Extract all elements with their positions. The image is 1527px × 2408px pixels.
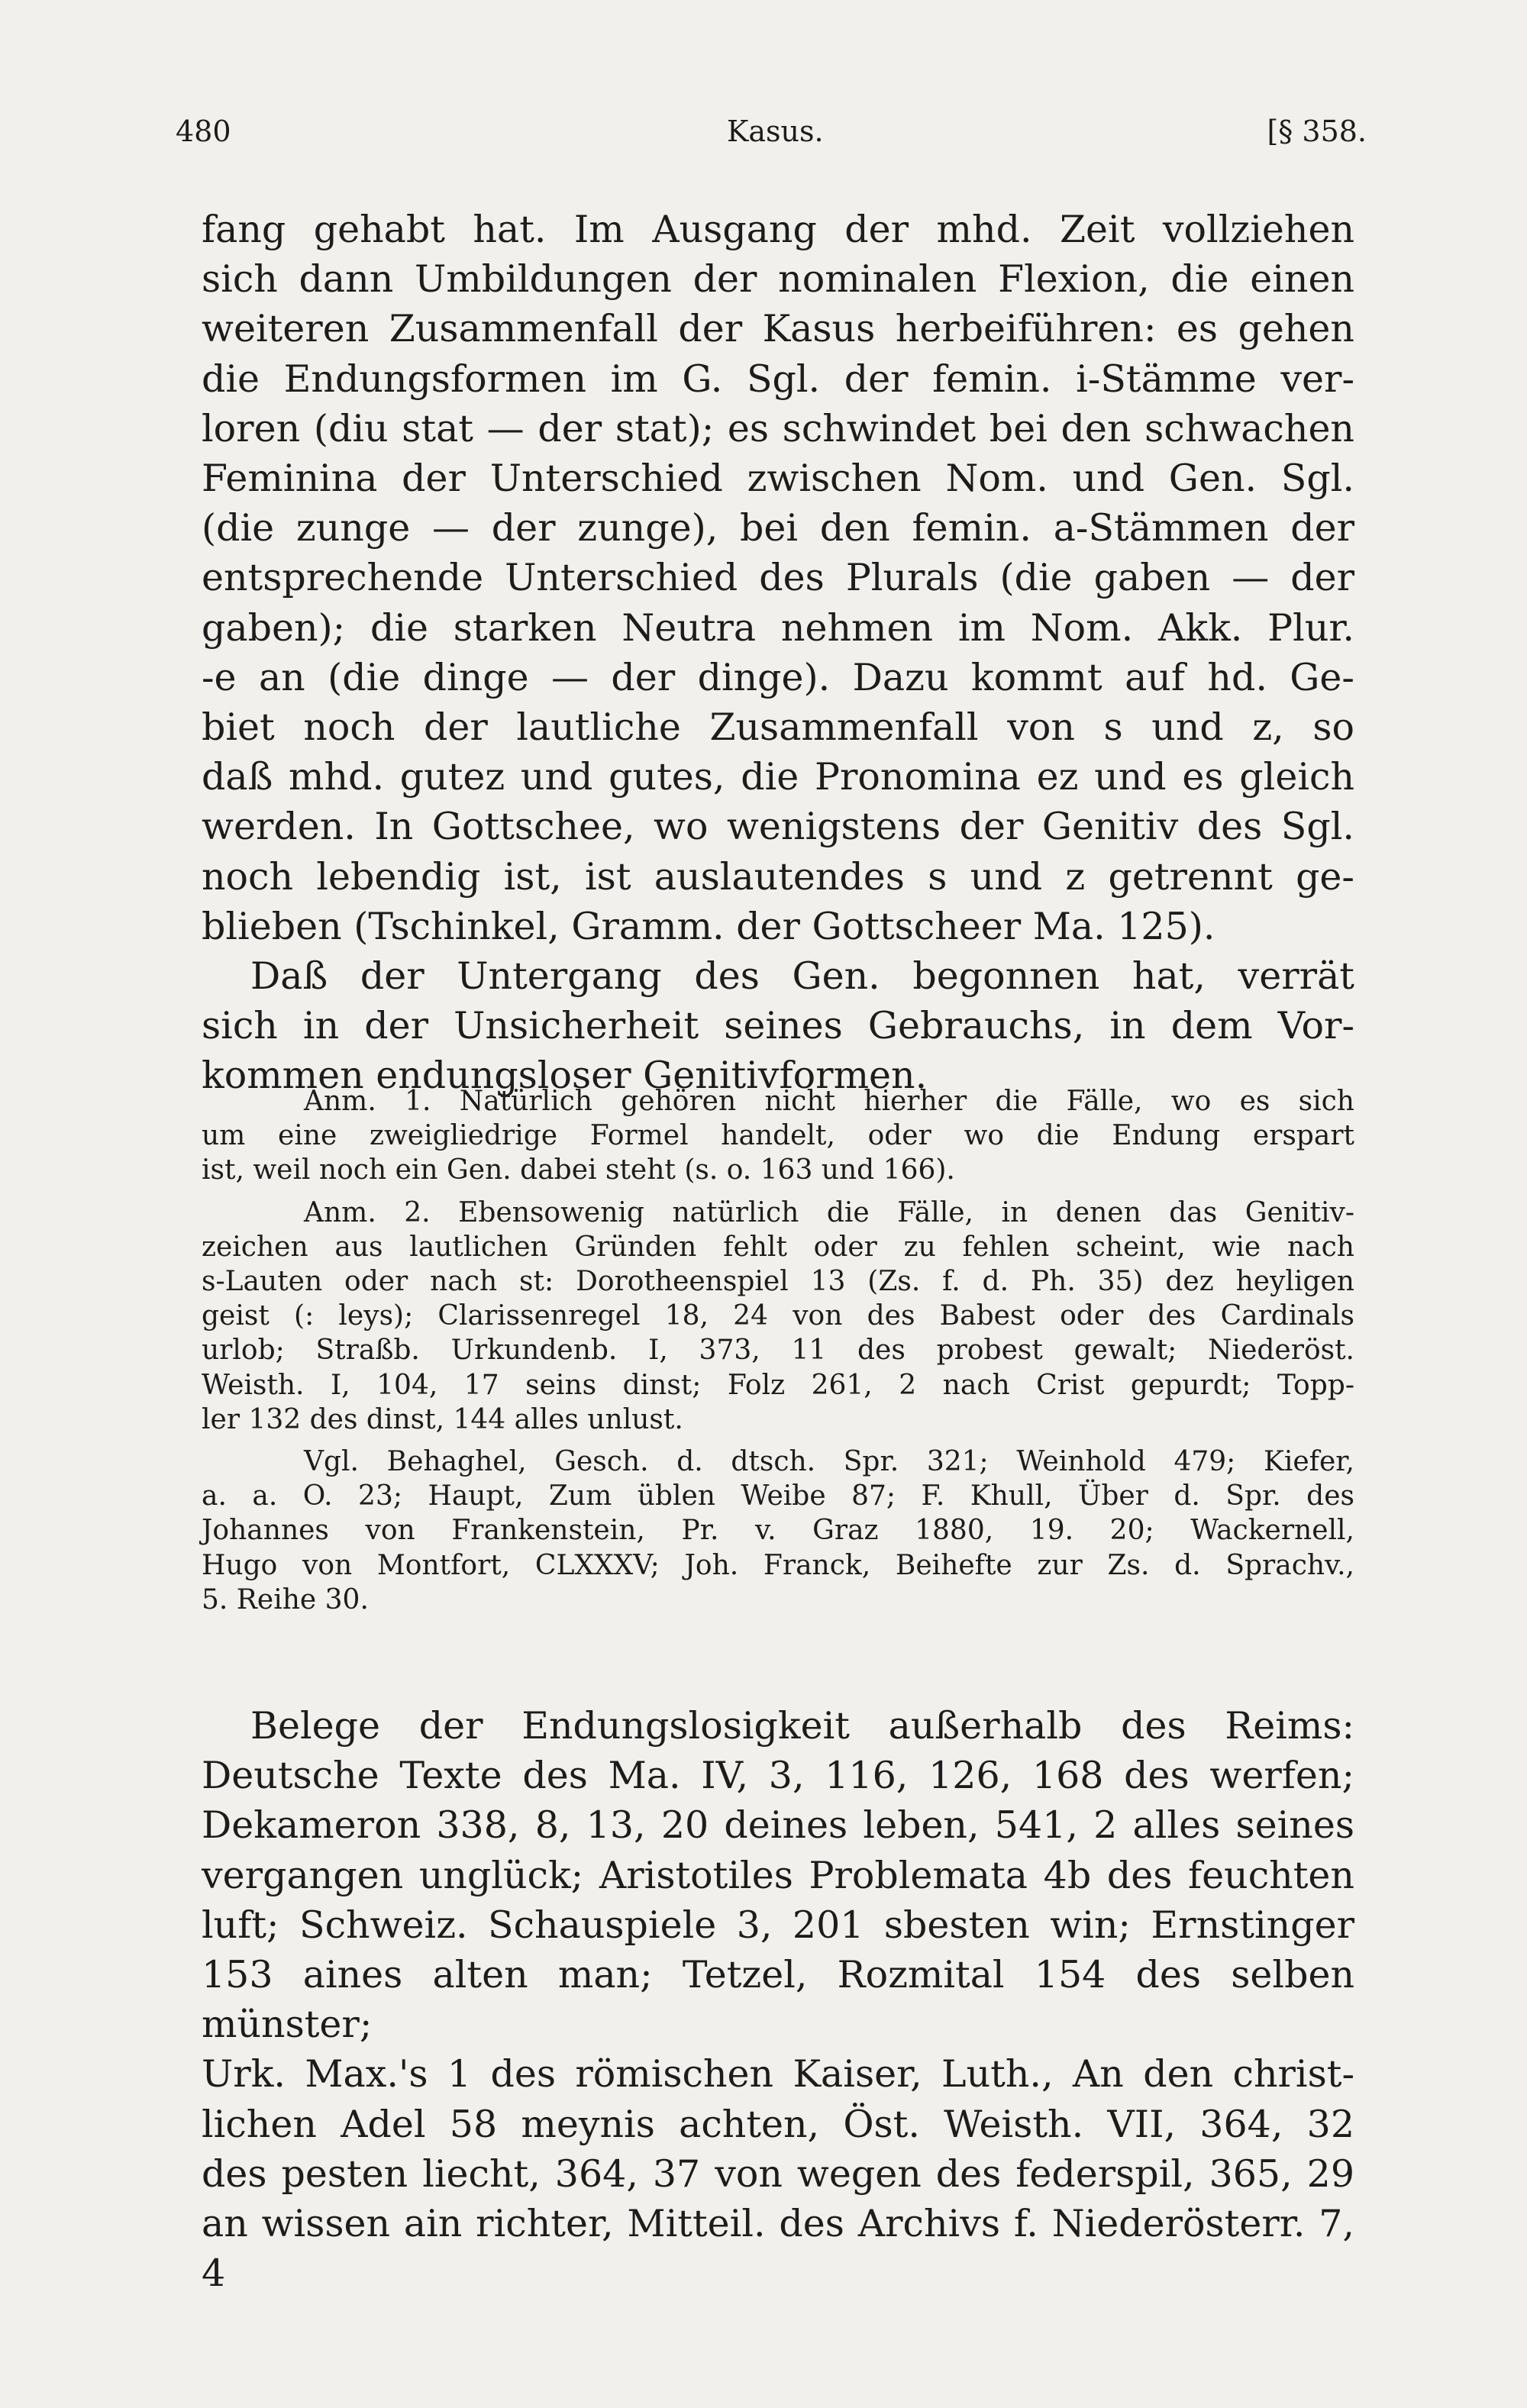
notes-block xyxy=(202,1084,1354,1617)
text-line: fang gehabt hat. Im Ausgang der mhd. Zeit vollziehen xyxy=(202,208,1354,251)
text-line: sich in der Unsicherheit seines Gebrauchs, in dem Vor- xyxy=(202,1004,1354,1048)
note-line: a. a. O. 23; Haupt, Zum üblen Weibe 87; F. Khull, Über d. Spr. des xyxy=(202,1480,1354,1512)
note-line: Anm. 2. Ebensowenig natürlich die Fälle, in denen das Genitiv- xyxy=(304,1196,1354,1228)
text-line: noch lebendig ist, ist auslautendes s und z getrennt ge- xyxy=(202,854,1354,899)
text-line: biet noch der lautliche Zusammenfall von s und z, so xyxy=(202,705,1354,750)
note-line: s-Lauten oder nach st: Dorotheenspiel 13 (Zs. f. d. Ph. 35) dez heyligen xyxy=(202,1266,1354,1298)
text-line: -e an (die dinge — der dinge). Dazu kommt auf hd. Ge- xyxy=(202,655,1354,699)
text-line: entsprechende Unterschied des Plurals (die gaben — der xyxy=(202,556,1354,600)
note-line: Hugo von Montfort, CLXXXV; Joh. Franck, Beihefte zur Zs. d. Sprachv., xyxy=(202,1549,1354,1581)
note-line: ler 132 des dinst, 144 alles unlust. xyxy=(202,1403,683,1435)
text-line: kommen endungsloser Genitivformen. xyxy=(202,1054,928,1098)
text-line: Urk. Max.'s 1 des römischen Kaiser, Luth., An den christ- xyxy=(202,2052,1354,2097)
text-line: die Endungsformen im G. Sgl. der femin. i-Stämme ver- xyxy=(202,357,1354,401)
note-line: Vgl. Behaghel, Gesch. d. dtsch. Spr. 321; Weinhold 479; Kiefer, xyxy=(304,1446,1354,1478)
belege-paragraph xyxy=(202,1701,1354,2298)
text-line: an wissen ain richter, Mitteil. des Archivs f. Niederösterr. 7, 4 xyxy=(202,2202,1354,2296)
note-line: zeichen aus lautlichen Gründen fehlt oder zu fehlen scheint, wie nach xyxy=(202,1231,1354,1263)
text-line: des pesten liecht, 364, 37 von wegen des federspil, 365, 29 xyxy=(202,2151,1354,2196)
main-paragraphs xyxy=(202,205,1354,1101)
text-line: Feminina der Unterschied zwischen Nom. und Gen. Sgl. xyxy=(202,457,1354,501)
text-line: loren (diu stat — der stat); es schwindet bei den schwachen xyxy=(202,406,1354,450)
running-header xyxy=(176,115,1367,160)
text-line: vergangen unglück; Aristotiles Problemata 4b des feuchten xyxy=(202,1853,1354,1897)
text-line: Belege der Endungslosigkeit außerhalb des Reims: xyxy=(250,1704,1354,1748)
text-line: lichen Adel 58 meynis achten, Öst. Weisth. VII, 364, 32 xyxy=(202,2102,1354,2146)
note-line: ist, weil noch ein Gen. dabei steht (s. o. 163 und 166). xyxy=(202,1154,955,1186)
text-line: weiteren Zusammenfall der Kasus herbeiführen: es gehen xyxy=(202,307,1354,351)
page-number: 480 xyxy=(176,115,231,148)
text-line: daß mhd. gutez und gutes, die Pronomina ez und es gleich xyxy=(202,755,1354,799)
text-line: Daß der Untergang des Gen. begonnen hat, verrät xyxy=(250,954,1354,999)
text-line: gaben); die starken Neutra nehmen im Nom. Akk. Plur. xyxy=(202,605,1354,650)
section-marker: [§ 358. xyxy=(1267,115,1367,148)
note-line: geist (: leys); Clarissenregel 18, 24 von des Babest oder des Cardinals xyxy=(202,1300,1354,1332)
running-title: Kasus. xyxy=(727,115,824,148)
text-line: (die zunge — der zunge), bei den femin. a-Stämmen der xyxy=(202,506,1354,550)
note-line: Anm. 1. Natürlich gehören nicht hierher die Fälle, wo es sich xyxy=(304,1086,1354,1117)
text-line: Dekameron 338, 8, 13, 20 deines leben, 541, 2 alles seines xyxy=(202,1803,1354,1848)
text-line: luft; Schweiz. Schauspiele 3, 201 sbesten win; Ernstinger xyxy=(202,1903,1354,1947)
text-line: Deutsche Texte des Ma. IV, 3, 116, 126, 168 des werfen; xyxy=(202,1754,1354,1798)
note-line: 5. Reihe 30. xyxy=(202,1583,369,1616)
text-line: sich dann Umbildungen der nominalen Flexion, die einen xyxy=(202,257,1354,302)
note-line: um eine zweigliedrige Formel handelt, oder wo die Endung erspart xyxy=(202,1120,1354,1152)
text-line: 153 aines alten man; Tetzel, Rozmital 154 des selben münster; xyxy=(202,1953,1354,2047)
note-line: urlob; Straßb. Urkundenb. I, 373, 11 des probest gewalt; Niederöst. xyxy=(202,1335,1354,1367)
note-line: Johannes von Frankenstein, Pr. v. Graz 1880, 19. 20; Wackernell, xyxy=(202,1515,1354,1547)
text-line: werden. In Gottschee, wo wenigstens der Genitiv des Sgl. xyxy=(202,805,1354,849)
note-line: Weisth. I, 104, 17 seins dinst; Folz 261, 2 nach Crist gepurdt; Topp- xyxy=(202,1369,1354,1401)
text-line: blieben (Tschinkel, Gramm. der Gottscheer Ma. 125). xyxy=(202,904,1215,948)
